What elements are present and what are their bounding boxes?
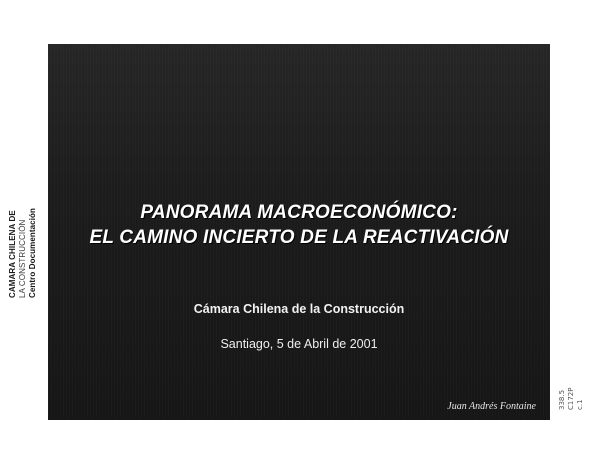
presentation-date: Santiago, 5 de Abril de 2001 [220,337,378,351]
call-number-line-2: C172P [567,387,575,410]
organization-name: Cámara Chilena de la Construcción [193,302,405,316]
slide-title-line-2: EL CAMINO INCIERTO DE LA REACTIVACIÓN [89,227,509,248]
stamp-line-2: LA CONSTRUCCIÓN [18,219,27,298]
library-stamp [8,188,50,298]
call-number-line-1: 338.5 [558,389,566,410]
call-number-annotation [558,360,588,410]
call-number-line-3: c.1 [576,399,584,410]
slide-title [48,200,550,250]
stamp-line-1: CAMARA CHILENA DE [8,210,17,298]
slide-title-line-1: PANORAMA MACROECONÓMICO: [140,202,458,223]
presentation-slide [48,44,550,420]
stamp-line-3: Centro Documentación [28,207,37,298]
author-name: Juan Andrés Fontaine [447,401,536,412]
